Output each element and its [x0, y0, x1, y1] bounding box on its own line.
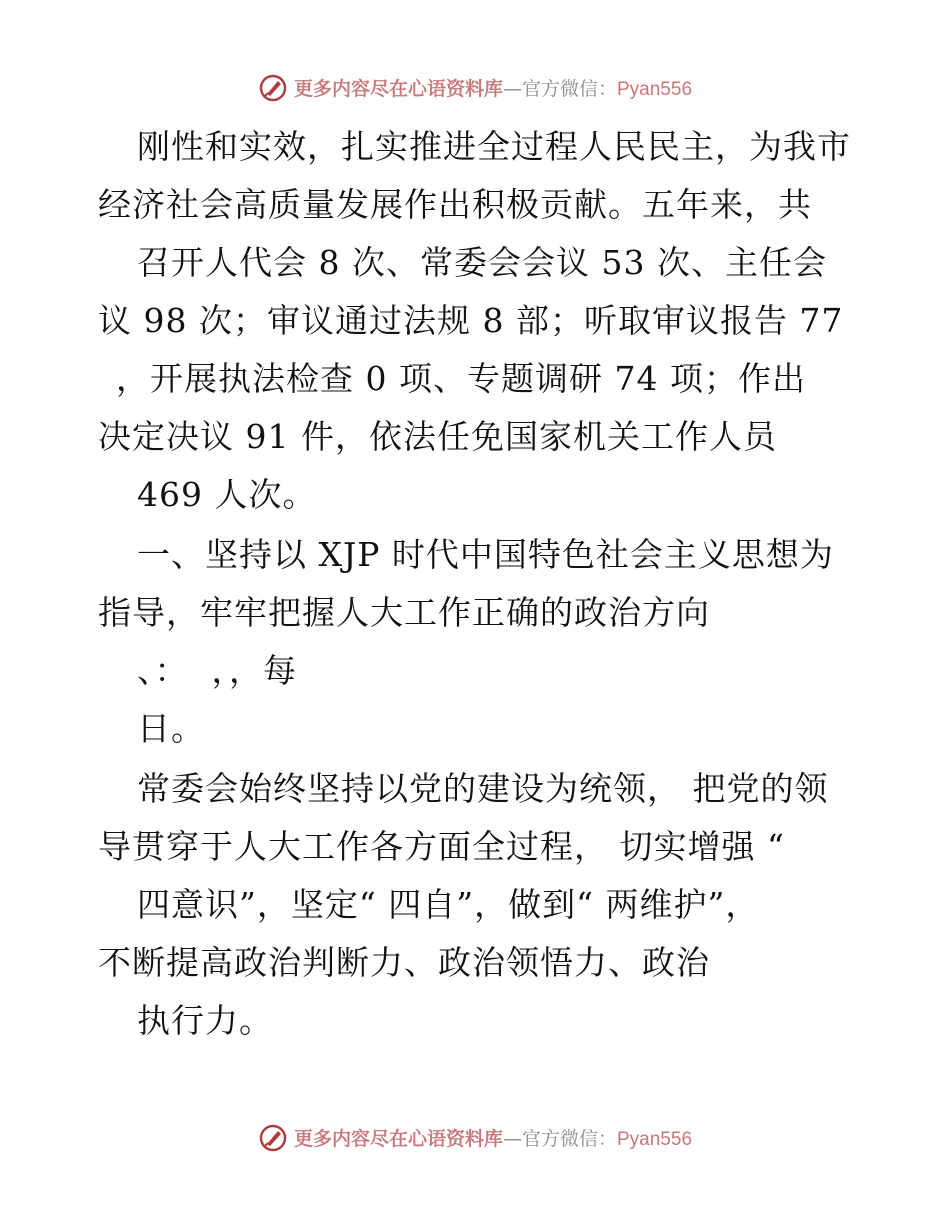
text-line: 刚性和实效，扎实推进全过程人民民主，为我市: [137, 127, 851, 166]
text-line: 决定决议 91 件，依法任免国家机关工作人员: [98, 417, 777, 456]
header-watermark: [0, 76, 950, 103]
watermark-text-wechat: Pyan556: [617, 79, 693, 100]
text-line: 导贯穿于人大工作各方面全过程， 切实增强 “: [98, 827, 785, 866]
watermark-text-main: 更多内容尽在心语资料库: [293, 1128, 503, 1150]
footer-watermark: [0, 1126, 950, 1153]
text-line: 469 人次。: [137, 475, 317, 514]
watermark-text-sep: —官方微信：: [502, 78, 617, 100]
text-line: ，开展执法检查 0 项、专题调研 74 项；作出: [116, 359, 806, 398]
section-heading-line: 一、坚持以 XJP 时代中国特色社会主义思想为: [137, 535, 834, 574]
text-line: 执行力。: [137, 1001, 273, 1040]
watermark-logo-icon: [258, 73, 288, 103]
text-line: 召开人代会 8 次、常委会会议 53 次、主任会: [137, 243, 827, 282]
section-heading-line: 指导，牢牢把握人大工作正确的政治方向: [98, 593, 710, 632]
text-line: 日。: [137, 709, 205, 748]
text-line: 、： ，，每: [137, 651, 297, 690]
watermark-text-wechat: Pyan556: [617, 1129, 693, 1150]
text-line: 不断提高政治判断力、政治领悟力、政治: [98, 943, 710, 982]
watermark-logo-icon: [258, 1123, 288, 1153]
text-line: 四意识”，坚定“ 四自”，做到“ 两维护”，: [137, 885, 760, 924]
text-line: 常委会始终坚持以党的建设为统领， 把党的领: [137, 769, 829, 808]
watermark-text-main: 更多内容尽在心语资料库: [293, 78, 503, 100]
watermark-text-sep: —官方微信：: [502, 1128, 617, 1150]
text-line: 议 98 次；审议通过法规 8 部；听取审议报告 77: [98, 301, 844, 340]
text-line: 经济社会高质量发展作出积极贡献。五年来，共: [98, 185, 812, 224]
